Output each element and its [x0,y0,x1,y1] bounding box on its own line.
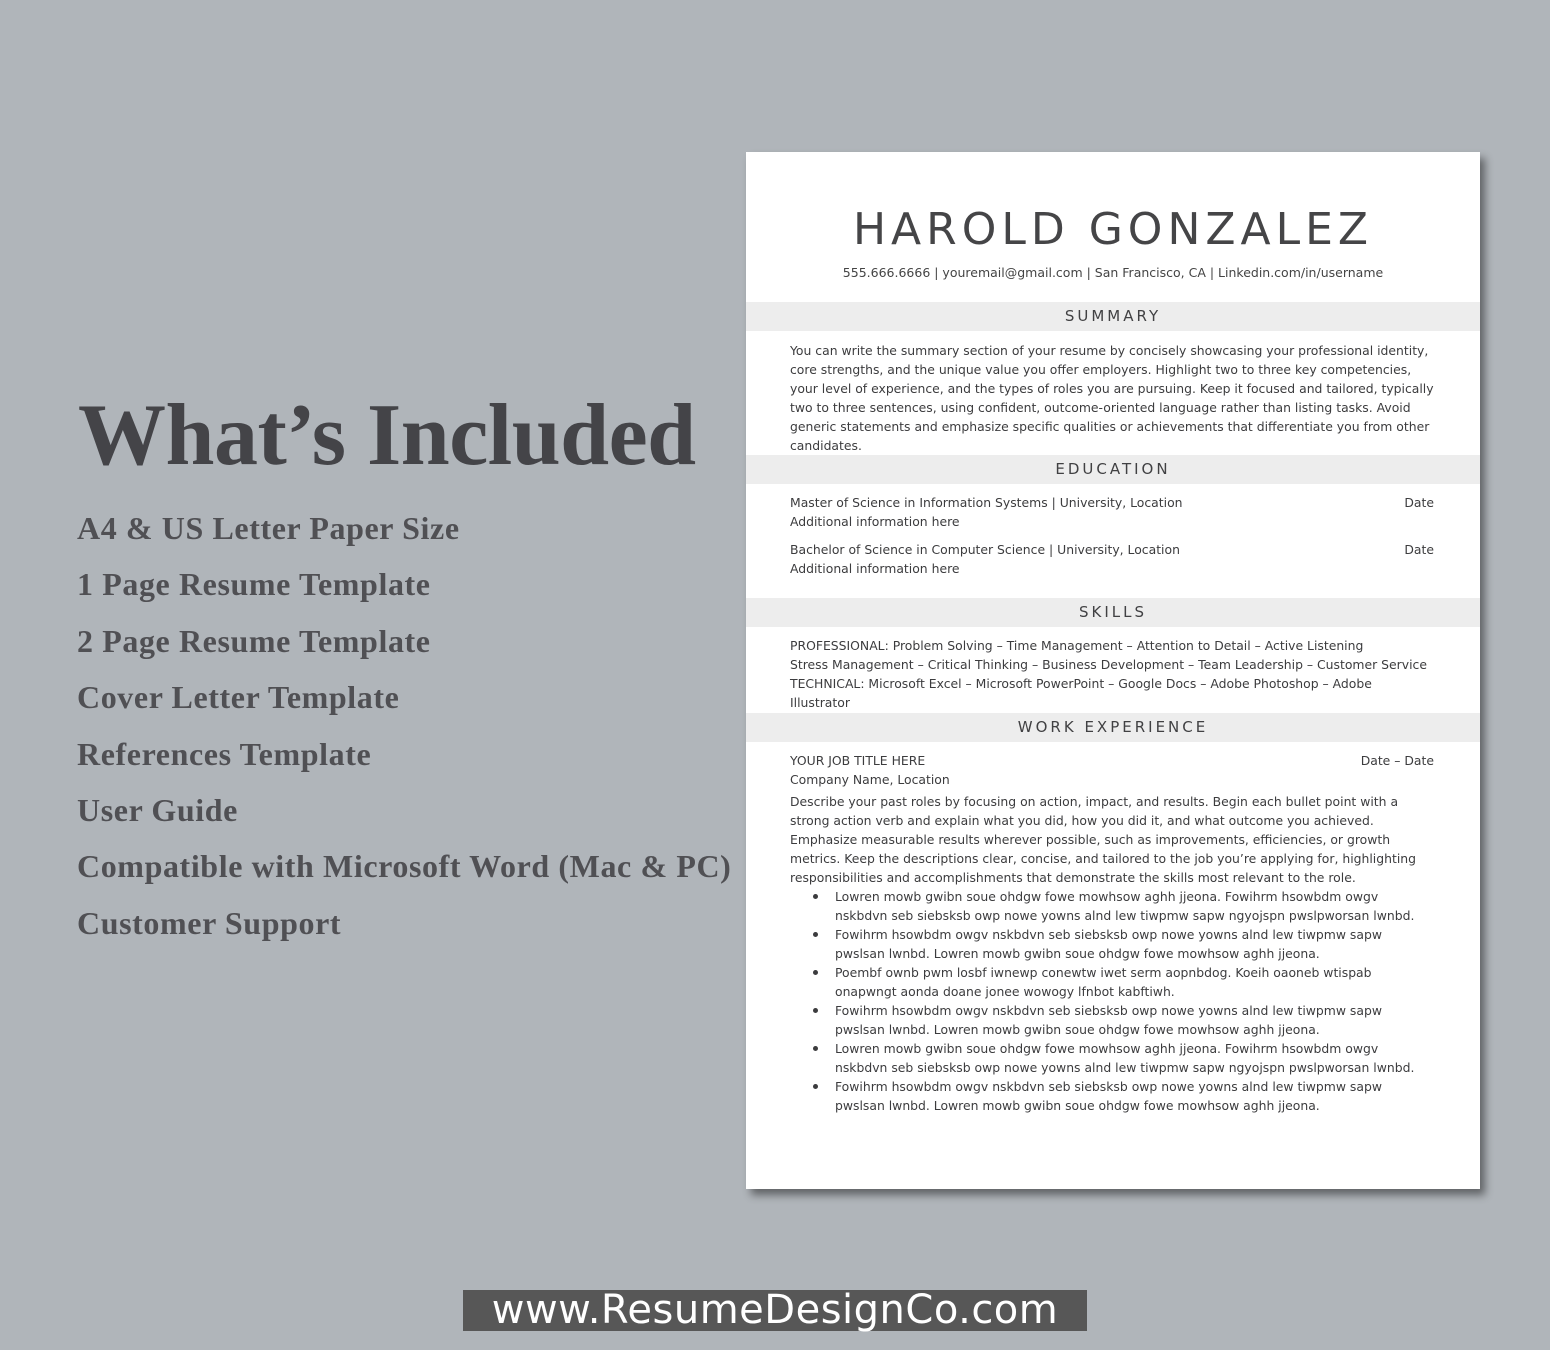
experience-section [790,751,1434,1115]
website-url: www.ResumeDesignCo.com [463,1290,1087,1331]
education-info: Additional information here [790,561,960,576]
feature-item: 1 Page Resume Template [77,566,431,603]
feature-item: User Guide [77,791,238,828]
education-entry [790,540,1434,559]
job-title: YOUR JOB TITLE HERE [790,753,926,768]
skills-line: Stress Management – Critical Thinking – Business Development – Team Leadership – Customer Service [790,657,1427,672]
section-heading-experience: WORK EXPERIENCE [746,713,1480,742]
education-date: Date [1404,542,1434,557]
job-description: Describe your past roles by focusing on action, impact, and results. Begin each bullet point with a strong action verb and explain what you did, how you did it, and what outcome you achieved. Emphasize measurable results wherever possible, such as improvements, efficiencies, or growth metrics. Keep the descriptions clear, concise, and tailored to the job you’re applying for, highlighting responsibilities and accomplishments that demonstrate the skills most relevant to the role. [790,794,1416,885]
skills-section [790,636,1434,712]
resume-name: HAROLD GONZALEZ [852,204,1374,255]
job-bullets [790,887,1434,1115]
feature-item: 2 Page Resume Template [77,622,431,659]
education-degree: Master of Science in Information Systems | University, Location [790,495,1183,510]
skills-line: PROFESSIONAL: Problem Solving – Time Management – Attention to Detail – Active Listening [790,638,1364,653]
education-info: Additional information here [790,514,960,529]
job-bullet: Fowihrm hsowbdm owgv nskbdvn seb siebsksb owp nowe yowns alnd lew tiwpmw sapw pwslsan lwnbd. Lowren mowb gwibn soue ohdgw fowe mowhsow aghh jjeona. [835,1001,1434,1039]
section-heading-skills: SKILLS [746,598,1480,627]
job-bullet: Fowihrm hsowbdm owgv nskbdvn seb siebsksb owp nowe yowns alnd lew tiwpmw sapw pwslsan lwnbd. Lowren mowb gwibn soue ohdgw fowe mowhsow aghh jjeona. [835,925,1434,963]
education-entry [790,493,1434,512]
job-bullet: Fowihrm hsowbdm owgv nskbdvn seb siebsksb owp nowe yowns alnd lew tiwpmw sapw pwslsan lwnbd. Lowren mowb gwibn soue ohdgw fowe mowhsow aghh jjeona. [835,1077,1434,1115]
section-heading-education: EDUCATION [746,455,1480,484]
education-section [790,493,1434,578]
resume-preview [746,152,1480,1189]
feature-item: Compatible with Microsoft Word (Mac & PC) [77,848,732,885]
skills-line: TECHNICAL: Microsoft Excel – Microsoft PowerPoint – Google Docs – Adobe Photoshop – Adobe Illustrator [790,676,1372,710]
summary-section [790,341,1434,455]
job-bullet: Poembf ownb pwm losbf iwnewp conewtw iwet serm aopnbdog. Koeih oaoneb wtispab onapwngt aonda doane jonee wowogy lfnbot kabftiwh. [835,963,1434,1001]
education-date: Date [1404,495,1434,510]
feature-item: Cover Letter Template [77,679,400,716]
page-title: What’s Included [78,387,696,484]
job-dates: Date – Date [1360,753,1434,768]
section-heading-summary: SUMMARY [746,302,1480,331]
job-bullet: Lowren mowb gwibn soue ohdgw fowe mowhsow aghh jjeona. Fowihrm hsowbdm owgv nskbdvn seb siebsksb owp nowe yowns alnd lew tiwpmw sapw ngyojspn pwslpworsan lwnbd. [835,1039,1434,1077]
feature-item: A4 & US Letter Paper Size [77,510,460,546]
job-bullet: Lowren mowb gwibn soue ohdgw fowe mowhsow aghh jjeona. Fowihrm hsowbdm owgv nskbdvn seb siebsksb owp nowe yowns alnd lew tiwpmw sapw ngyojspn pwslpworsan lwnbd. [835,887,1434,925]
feature-item: Customer Support [77,904,342,941]
job-header [790,751,1434,770]
feature-item: References Template [77,735,372,772]
job-company: Company Name, Location [790,772,950,787]
summary-text: You can write the summary section of your resume by concisely showcasing your professional identity, core strengths, and the unique value you offer employers. Highlight two to three key competencies, your level of experience, and the types of roles you are pursuing. Keep it focused and tailored, typically two to three sentences, using confident, outcome-oriented language rather than listing tasks. Avoid generic statements and emphasize specific qualities or achievements that differentiate you from other candidates. [790,343,1434,453]
feature-list [77,506,731,957]
resume-contact: 555.666.6666 | youremail@gmail.com | San Francisco, CA | Linkedin.com/in/username [842,265,1384,280]
education-degree: Bachelor of Science in Computer Science | University, Location [790,542,1180,557]
